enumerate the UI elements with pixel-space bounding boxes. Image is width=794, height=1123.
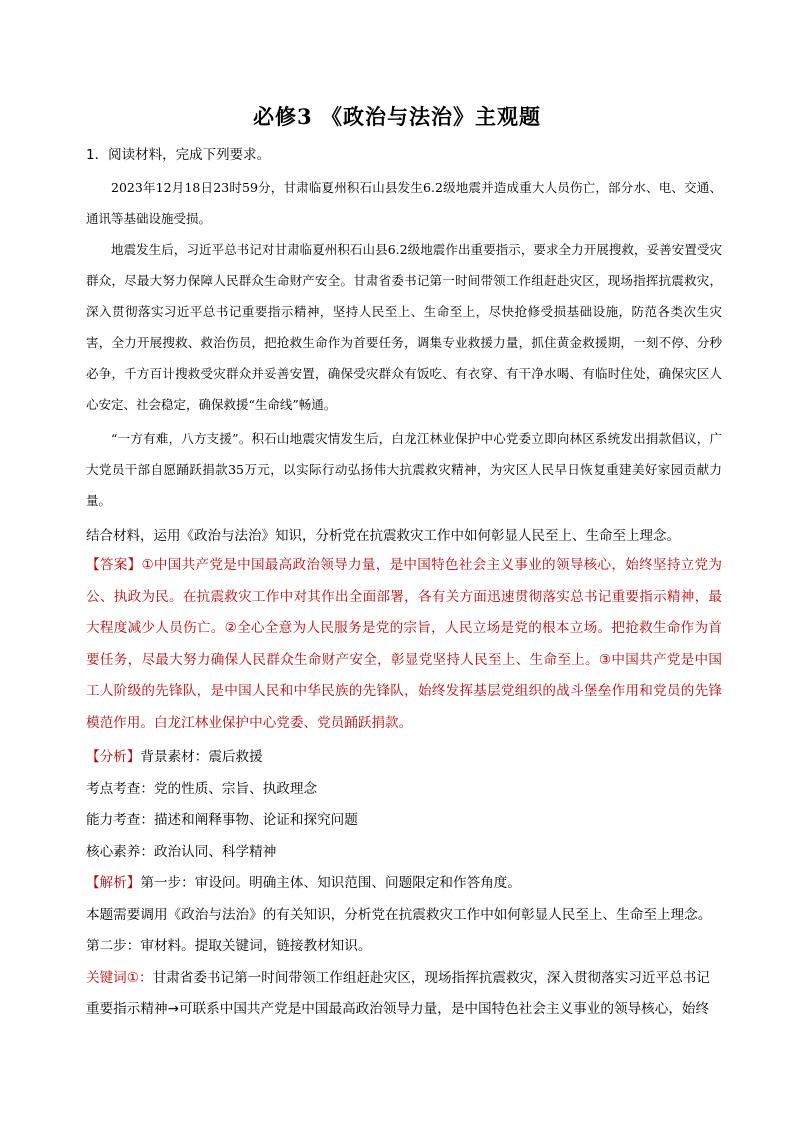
jiexi-line2: 本题需要调用《政治与法治》的有关知识，分析党在抗震救灾工作中如何彰显人民至上、生命至上理念。 (86, 906, 712, 923)
jiexi-keyword-line2: 重要指示精神→可联系中国共产党是中国最高政治领导力量，是中国特色社会主义事业的领导核心，始终 (86, 1001, 710, 1017)
analysis-background: 背景素材：震后救援 (140, 749, 263, 765)
material-paragraph-3: “一方有难，八方支援”。积石山地震灾情发生后，白龙江林业保护中心党委立即向林区系统发出捐款倡议，广大党员干部自愿踊跃捐款35万元，以实际行动弘扬伟大抗震救灾精神，为灾区人民早日恢复重建美好家园贡献力量。 (86, 431, 722, 508)
page-title: 必修3 《政治与法治》主观题 (253, 104, 541, 129)
analysis-tag: 【分析】 (86, 749, 141, 765)
jiexi-step2: 第二步：审材料。提取关键词，链接教材知识。 (86, 938, 372, 954)
keyword-text-1: 甘肃省委书记第一时间带领工作组赶赴灾区，现场指挥抗震救灾，深入贯彻落实习近平总书记 (152, 969, 710, 986)
analysis-background-line (86, 742, 722, 774)
jiexi-tag: 【解析】 (86, 875, 141, 891)
jiexi-step1: 第一步：审设问。明确主体、知识范围、问题限定和作答角度。 (140, 875, 521, 891)
answer-tag: 【答案】 (86, 557, 142, 573)
question-prompt: 结合材料，运用《政治与法治》知识，分析党在抗震救灾工作中如何彰显人民至上、生命至上理念。 (86, 528, 680, 544)
material-paragraph-2: 地震发生后，习近平总书记对甘肃临夏州积石山县6.2级地震作出重要指示，要求全力开展搜救，妥善安置受灾群众，尽最大努力保障人民群众生命财产安全。甘肃省委书记第一时间带领工作组赶赴灾区，现场指挥抗震救灾，深入贯彻落实习近平总书记重要指示精神，坚持人民至上、生命至上，尽快抢修受损基础设施，防范各类次生灾害，全力开展搜救、救治伤员，把抢救生命作为首要任务，调集专业救援力量，抓住黄金救援期，一刻不停、分秒必争，千方百计搜救受灾群众并妥善安置，确保受灾群众有饭吃、有衣穿、有干净水喝、有临时住处，确保灾区人心安定、社会稳定，确保救援“生命线”畅通。 (86, 242, 722, 412)
material-paragraph-1: 2023年12月18日23时59分，甘肃临夏州积石山县发生6.2级地震并造成重大人员伤亡，部分水、电、交通、通讯等基础设施受损。 (86, 180, 722, 226)
analysis-kaodian: 考点考查：党的性质、宗旨、执政理念 (86, 780, 318, 797)
answer-section (86, 550, 722, 739)
analysis-suyang: 核心素养：政治认同、科学精神 (86, 843, 277, 860)
analysis-section (86, 742, 722, 1026)
answer-text: ①中国共产党是中国最高政治领导力量，是中国特色社会主义事业的领导核心，始终坚持立党为公、执政为民。在抗震救灾工作中对其作出全面部署，各有关方面迅速贯彻落实总书记重要指示精神，最大程度减少人员伤亡。②全心全意为人民服务是党的宗旨，人民立场是党的根本立场。把抢救生命作为首要任务，尽最大努力确保人民群众生命财产安全，彰显党坚持人民至上、生命至上。③中国共产党是中国工人阶级的先锋队，是中国人民和中华民族的先锋队，始终发挥基层党组织的战斗堡垒作用和党员的先锋模范作用。白龙江林业保护中心党委、党员踊跃捐款。 (86, 557, 722, 731)
analysis-nengli: 能力考查：描述和阐释事物、论证和探究问题 (86, 812, 358, 828)
keyword-label: 关键词①： (86, 969, 153, 986)
jiexi-keyword-line1 (86, 963, 722, 995)
question-heading: 1．阅读材料，完成下列要求。 (86, 147, 271, 163)
jiexi-step1-line (86, 868, 722, 900)
